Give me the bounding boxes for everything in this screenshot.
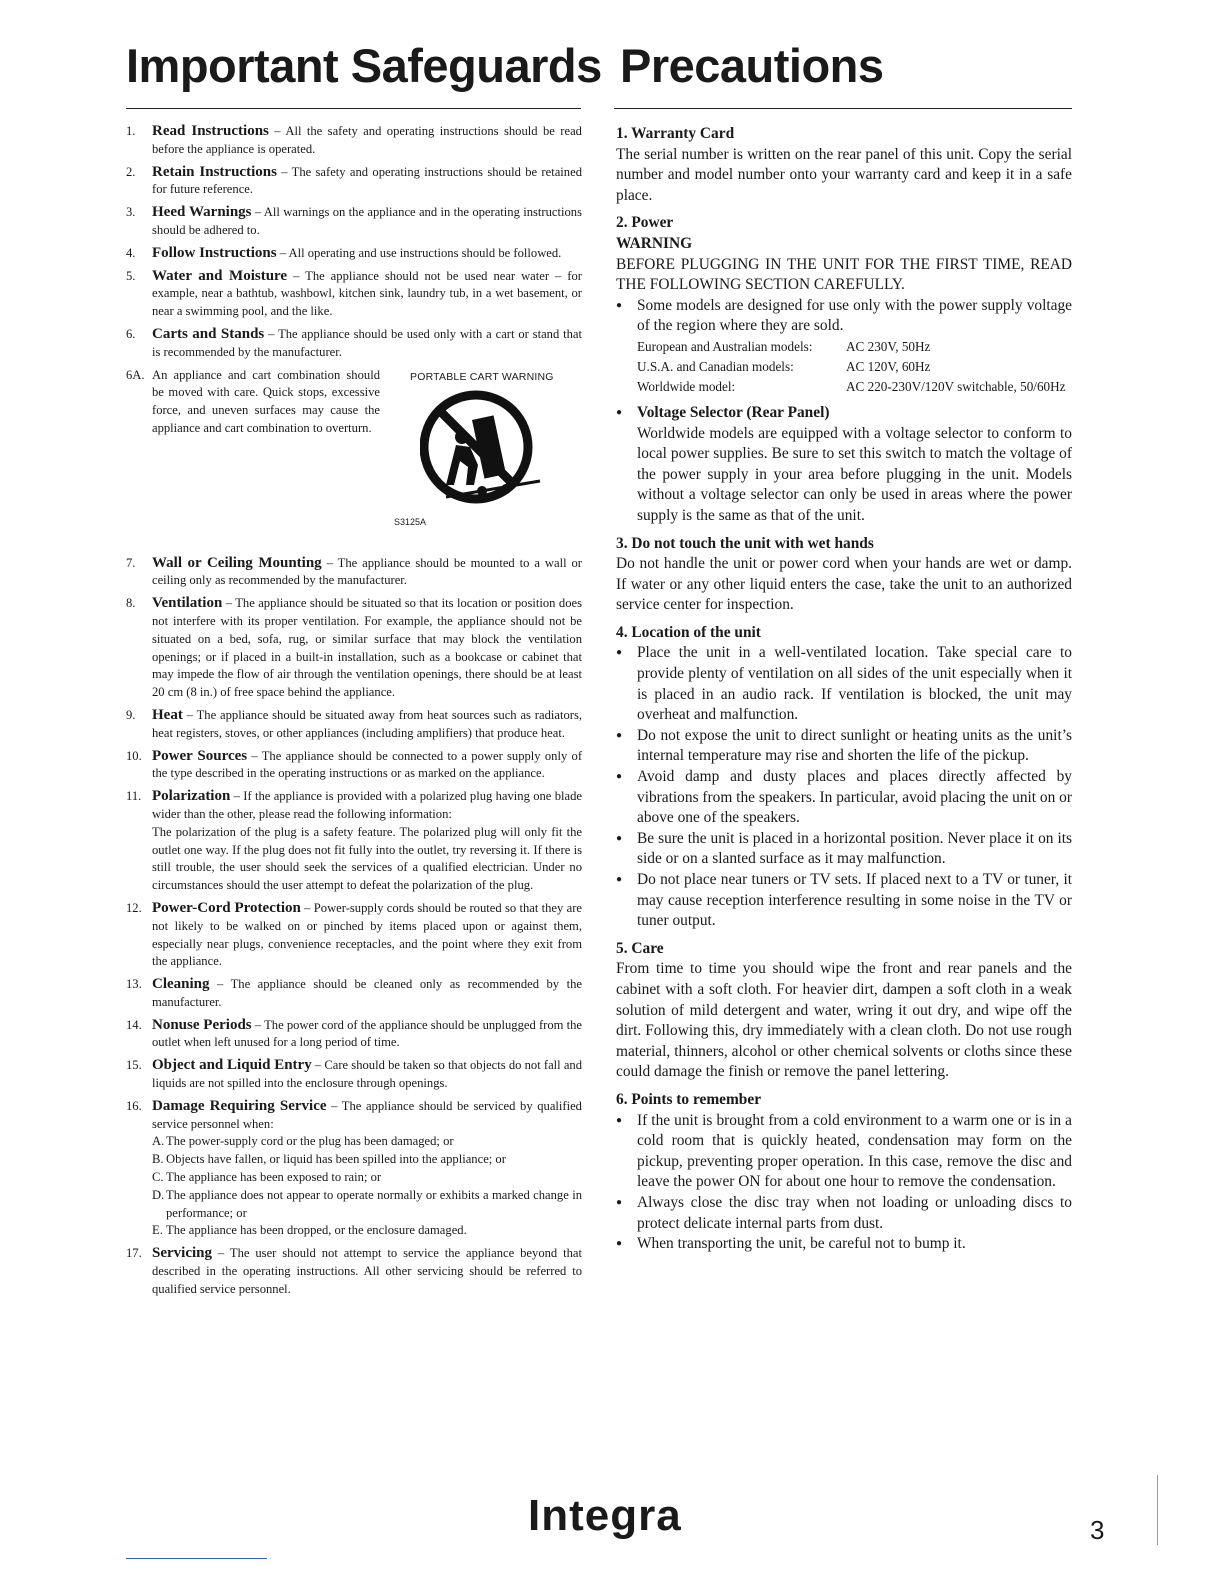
model-voltage: AC 220-230V/120V switchable, 50/60Hz: [846, 378, 1066, 394]
cart-figure-code: S3125A: [394, 516, 427, 527]
precautions-column: [616, 124, 1072, 1262]
bullet-item: ● When transporting the unit, be careful not to bump it.: [616, 1234, 1072, 1255]
section-text: From time to time you should wipe the front and rear panels and the cabinet with a soft cloth. For heavier dirt, dampen a soft cloth in a weak solution of mild detergent and water, wring it out dry, and wipe off the dirt. Following this, dry immediately with a clean cloth. Do not use rough material, thinners, alcohol or other chemical solvents or cloths since these could damage the finish or remove the panel lettering.: [616, 960, 1072, 1081]
bullet-item: ● Avoid damp and dusty places and places directly affected by vibrations from the speakers. In particular, avoid placing the unit on or above one of the speakers.: [616, 767, 1072, 829]
safeguard-body: Power-supply cords should be routed so that they are not likely to be walked on or pinched by items placed upon or against them, especially near plugs, convenience receptacles, and the point where they exit from the appliance.: [152, 900, 583, 969]
safeguard-text: Water and Moisture – The appliance should not be used near water – for example, near a bathtub, washbowl, kitchen sink, laundry tub, in a wet basement, or near a swimming pool, and the like.: [152, 267, 582, 319]
bullet-item: ● If the unit is brought from a cold environment to a warm one or is in a cold room that is quickly heated, condensation may form on the pickup, preventing proper operation. In this case, remove the disc and leave the power ON for about one hour to remove the condensation.: [616, 1111, 1072, 1193]
sub-text: The appliance has been dropped, or the enclosure damaged.: [166, 1223, 467, 1238]
safeguard-sub-item: [152, 1187, 582, 1223]
safeguard-text: Wall or Ceiling Mounting – The appliance should be mounted to a wall or ceiling only as recommended by the manufacturer.: [152, 554, 583, 588]
precaution-location: [616, 623, 1072, 932]
model-voltage: AC 230V, 50Hz: [846, 338, 931, 354]
safeguard-title: Read Instructions: [152, 123, 269, 139]
safeguard-title: Wall or Ceiling Mounting: [152, 554, 322, 571]
model-name: European and Australian models:: [637, 338, 813, 354]
page-title-safeguards: Important Safeguards: [126, 39, 602, 92]
safeguard-text: Heat – The appliance should be situated away from heat sources such as radiators, heat registers, stoves, or other appliances (including amplifiers) that produce heat.: [152, 706, 583, 740]
safeguard-number: 14.: [126, 1017, 142, 1032]
sub-letter: A.: [152, 1134, 165, 1149]
safeguard-body: The appliance should be situated away from heat sources such as radiators, heat registers, stoves, or other appliances (including amplifiers) that produce heat.: [152, 707, 583, 740]
sub-text: The appliance does not appear to operate normally or exhibits a marked change in performance; or: [166, 1187, 582, 1220]
safeguard-body: The appliance should be situated so that its location or position does not interfere with its proper ventilation. For example, the appliance should not be situated on a bed, sofa, rug, or similar surface that may block the ventilation openings; or if placed in a built-in installation, such as a bookcase or cabinet that may impede the flow of air through the ventilation openings, there should be at least 20 cm (8 in.) of free space behind the appliance.: [152, 596, 582, 700]
sub-text: The power-supply cord or the plug has been damaged; or: [166, 1134, 454, 1149]
safeguard-number: 13.: [126, 977, 142, 992]
safeguard-6a-text: An appliance and cart combination should be moved with care. Quick stops, excessive force, and uneven surfaces may cause the appliance and cart combination to overturn.: [152, 367, 380, 435]
safeguard-body: The appliance should be serviced by qualified service personnel when:: [152, 1098, 582, 1131]
safeguard-text: Servicing – The user should not attempt to service the appliance beyond that described in the operating instructions. All other servicing should be referred to qualified service personnel.: [152, 1245, 582, 1296]
page-number: 3: [1090, 1515, 1105, 1545]
safeguard-body: Care should be taken so that objects do not fall and liquids are not spilled into the enclosure through openings.: [152, 1058, 583, 1091]
safeguard-body: The power cord of the appliance should be unplugged from the outlet when left unused for a long period of time.: [152, 1017, 582, 1050]
section-title: 4. Location of the unit: [616, 623, 761, 641]
safeguard-number: 16.: [126, 1098, 142, 1113]
safeguard-sub-item: [152, 1169, 582, 1187]
safeguard-number: 17.: [126, 1246, 142, 1261]
safeguard-text: Polarization – If the appliance is provided with a polarized plug having one blade wider than the other, please read the following information:: [152, 788, 582, 821]
precaution-power: [616, 213, 1072, 526]
safeguards-column: [120, 123, 582, 1304]
bullet-item: ● Some models are designed for use only with the power supply voltage of the region where they are sold.: [616, 296, 1072, 337]
safeguard-item: [120, 204, 582, 240]
safeguards-list-a: [120, 123, 582, 362]
safeguard-title: Heed Warnings: [152, 204, 252, 221]
section-title: 6. Points to remember: [616, 1090, 762, 1108]
voltage-row: [637, 357, 1066, 377]
safeguard-item: [120, 555, 582, 591]
safeguard-item: [120, 595, 582, 702]
safeguard-body: All the safety and operating instructions should be read before the appliance is operated.: [152, 124, 582, 156]
safeguards-list-b: [120, 555, 582, 1299]
bullet-item: [616, 403, 1072, 527]
safeguard-body: The appliance should be cleaned only as recommended by the manufacturer.: [152, 977, 582, 1009]
precaution-warranty: [616, 124, 1072, 206]
model-name: Worldwide model:: [637, 378, 736, 394]
safeguard-text: Carts and Stands – The appliance should be used only with a cart or stand that is recommended by the manufacturer.: [152, 325, 583, 359]
bottom-rule: [126, 1558, 267, 1559]
edge-line: [1157, 1475, 1158, 1545]
safeguard-text: Power-Cord Protection – Power-supply cords should be routed so that they are not likely to be walked on or pinched by items placed upon or against them, especially near plugs, convenience receptacles, and the point where they exit from the appliance.: [152, 899, 583, 969]
safeguard-text: Nonuse Periods – The power cord of the appliance should be unplugged from the outlet when left unused for a long period of time.: [152, 1016, 582, 1050]
section-title: 2. Power: [616, 214, 674, 232]
safeguard-item: [120, 326, 582, 362]
bullet-list: [616, 1111, 1072, 1255]
safeguard-sub-item: [152, 1133, 582, 1151]
safeguard-item: [120, 707, 582, 743]
section-text: The serial number is written on the rear panel of this unit. Copy the serial number and model number onto your warranty card and keep it in a safe place.: [616, 145, 1072, 204]
sub-letter: B.: [152, 1152, 164, 1167]
safeguard-number: 9.: [126, 707, 136, 722]
bullet-list: [616, 643, 1072, 931]
safeguard-item: [120, 268, 582, 321]
safeguard-sub-item: [152, 1151, 582, 1169]
safeguard-title: Carts and Stands: [152, 325, 265, 342]
voltage-row: [637, 377, 1066, 397]
safeguard-number: 7.: [126, 555, 136, 570]
safeguard-sub-item: [152, 1222, 582, 1240]
safeguard-number: 6A.: [126, 367, 145, 382]
bullet-item: ● Always close the disc tray when not loading or unloading discs to protect delicate internal parts from dust.: [616, 1193, 1072, 1234]
heading-rule-left: [126, 108, 581, 109]
safeguard-title: Power-Cord Protection: [152, 899, 301, 916]
section-title: 5. Care: [616, 939, 664, 957]
safeguard-body: All operating and use instructions should be followed.: [288, 245, 562, 260]
safeguard-item: [120, 164, 582, 200]
safeguard-text: Read Instructions – All the safety and operating instructions should be read before the appliance is operated.: [152, 123, 582, 156]
safeguard-number: 8.: [126, 596, 136, 611]
section-title: 3. Do not touch the unit with wet hands: [616, 534, 874, 552]
safeguard-body: If the appliance is provided with a polarized plug having one blade wider than the other, please read the following information:: [152, 789, 582, 821]
safeguard-title: Polarization: [152, 788, 231, 805]
safeguard-body: The user should not attempt to service the appliance beyond that described in the operating instructions. All other servicing should be referred to qualified service personnel.: [152, 1246, 582, 1296]
safeguard-number: 2.: [126, 164, 136, 179]
safeguard-title: Ventilation: [152, 595, 223, 612]
safeguard-body: The appliance should be mounted to a wall or ceiling only as recommended by the manufacturer.: [152, 555, 583, 588]
safeguard-6a: [120, 367, 582, 547]
page-title-precautions: Precautions: [620, 39, 884, 92]
model-voltage: AC 120V, 60Hz: [846, 358, 931, 374]
sub-letter: D.: [152, 1187, 165, 1202]
safeguard-title: Nonuse Periods: [152, 1016, 252, 1033]
safeguard-number: 11.: [126, 789, 142, 804]
safeguard-extra: The polarization of the plug is a safety feature. The polarized plug will only fit the outlet one way. If the plug does not fit fully into the outlet, try reversing it. If there is still trouble, the user should seek the services of a qualified electrician. Under no circumstances should the user attempt to defeat the polarization of the plug.: [152, 824, 582, 893]
safeguard-title: Power Sources: [152, 747, 248, 764]
safeguard-title: Water and Moisture: [152, 267, 288, 284]
safeguard-item: [120, 1017, 582, 1053]
safeguard-text: Heed Warnings – All warnings on the appliance and in the operating instructions should be adhered to.: [152, 204, 582, 237]
warning-text: BEFORE PLUGGING IN THE UNIT FOR THE FIRST TIME, READ THE FOLLOWING SECTION CAREFULLY.: [616, 255, 1072, 294]
safeguard-body: All warnings on the appliance and in the operating instructions should be adhered to.: [152, 205, 582, 237]
safeguard-item: [120, 1057, 582, 1093]
safeguard-body: The appliance should be used only with a cart or stand that is recommended by the manufacturer.: [152, 326, 583, 359]
safeguard-body: The appliance should not be used near water – for example, near a bathtub, washbowl, kitchen sink, laundry tub, in a wet basement, or near a swimming pool, and the like.: [152, 268, 582, 319]
voltage-row: [637, 337, 1066, 357]
safeguard-number: 5.: [126, 268, 136, 283]
precaution-points: [616, 1090, 1072, 1255]
safeguard-item: [120, 748, 582, 784]
cart-warning-label: PORTABLE CART WARNING: [410, 370, 554, 383]
model-name: U.S.A. and Canadian models:: [637, 358, 794, 374]
safeguard-item: [120, 900, 582, 971]
safeguard-number: 4.: [126, 245, 136, 260]
safeguard-item: [120, 245, 582, 263]
sub-letter: E.: [152, 1223, 163, 1238]
warning-label: WARNING: [616, 234, 693, 252]
bullet-item: ● Do not expose the unit to direct sunlight or heating units as the unit’s internal temperature may rise and shorten the life of the pickup.: [616, 726, 1072, 767]
portable-cart-warning-icon: [420, 385, 544, 515]
safeguard-number: 6.: [126, 326, 136, 341]
safeguard-number: 10.: [126, 748, 142, 763]
bullet-item: ● Be sure the unit is placed in a horizontal position. Never place it on its side or on a slanted surface as it may malfunction.: [616, 829, 1072, 870]
safeguard-body: The appliance should be connected to a power supply only of the type described in the operating instructions or as marked on the appliance.: [152, 748, 583, 781]
safeguard-title: Servicing: [152, 1245, 212, 1262]
safeguard-number: 12.: [126, 900, 142, 915]
safeguard-title: Object and Liquid Entry: [152, 1057, 312, 1074]
safeguard-title: Cleaning: [152, 976, 210, 993]
safeguard-text: Retain Instructions – The safety and operating instructions should be retained for future reference.: [152, 163, 582, 197]
safeguard-body: The safety and operating instructions should be retained for future reference.: [152, 164, 582, 197]
precaution-wet-hands: [616, 534, 1072, 616]
safeguard-number: 1.: [126, 124, 136, 138]
safeguard-title: Damage Requiring Service: [152, 1097, 327, 1114]
section-title: 1. Warranty Card: [616, 125, 735, 142]
safeguard-text: Object and Liquid Entry – Care should be taken so that objects do not fall and liquids are not spilled into the enclosure through openings.: [152, 1057, 583, 1091]
safeguard-title: Heat: [152, 706, 183, 723]
sub-text: The appliance has been exposed to rain; or: [166, 1170, 382, 1185]
safeguard-item: [120, 1245, 582, 1298]
safeguard-item: [120, 1098, 582, 1240]
section-text: Do not handle the unit or power cord when your hands are wet or damp. If water or any other liquid enters the case, take the unit to an authorized service center for inspection.: [616, 555, 1072, 614]
heading-rule-right: [614, 108, 1072, 109]
safeguard-text: Cleaning – The appliance should be cleaned only as recommended by the manufacturer.: [152, 976, 582, 1009]
safeguard-text: Damage Requiring Service – The appliance should be serviced by qualified service personnel when:: [152, 1097, 582, 1131]
safeguard-text: Power Sources – The appliance should be connected to a power supply only of the type described in the operating instructions or as marked on the appliance.: [152, 747, 583, 781]
voltage-table: [637, 337, 1066, 397]
safeguard-number: 15.: [126, 1058, 142, 1073]
safeguard-text: Ventilation – The appliance should be situated so that its location or position does not interfere with its proper ventilation. For example, the appliance should not be situated on a bed, sofa, rug, or similar surface that may block the ventilation openings; or if placed in a built-in installation, such as a bookcase or cabinet that may impede the flow of air through the ventilation openings, there should be at least 20 cm (8 in.) of free space behind the appliance.: [152, 595, 582, 700]
voltage-selector-text: Worldwide models are equipped with a voltage selector to conform to local power supplies. Be sure to set this switch to match the voltage of the power supply in your area before plugging in the unit. Models without a voltage selector can only be used in areas where the power supply is the same as that of the unit.: [637, 424, 1072, 524]
bullet-item: ● Place the unit in a well-ventilated location. Take special care to provide plenty of ventilation on all sides of the unit especially when it is placed in an audio rack. If ventilation is blocked, the unit may overheat and malfunction.: [616, 643, 1072, 725]
precaution-care: [616, 939, 1072, 1083]
safeguard-title: Retain Instructions: [152, 163, 277, 180]
integra-logo: Integra: [528, 1491, 682, 1540]
safeguard-title: Follow Instructions: [152, 244, 277, 261]
safeguard-item: [120, 123, 582, 159]
safeguard-number: 3.: [126, 205, 136, 220]
safeguard-text: Follow Instructions – All operating and use instructions should be followed.: [152, 244, 562, 261]
sub-text: Objects have fallen, or liquid has been spilled into the appliance; or: [166, 1152, 506, 1167]
safeguard-item: [120, 788, 582, 895]
bullet-item: ● Do not place near tuners or TV sets. If placed next to a TV or tuner, it may cause reception interference resulting in some noise in the TV or tuner output.: [616, 870, 1072, 932]
voltage-selector-title: ● Voltage Selector (Rear Panel): [637, 403, 830, 421]
safeguard-item: [120, 976, 582, 1012]
sub-letter: C.: [152, 1170, 164, 1185]
